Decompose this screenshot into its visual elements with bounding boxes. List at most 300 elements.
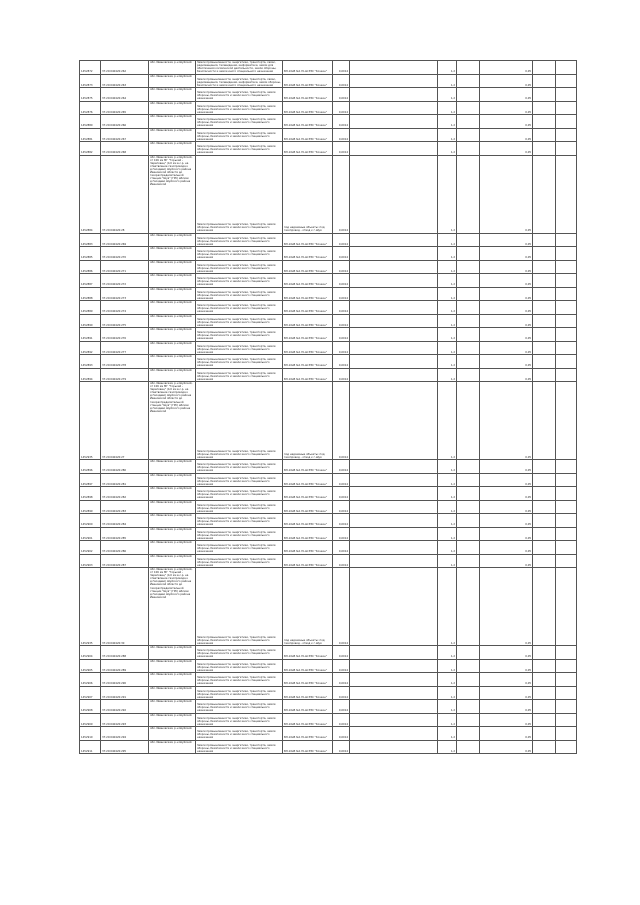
cadastral-number: 37:20:040420:268 — [101, 142, 149, 156]
cost-value: 0,05 — [480, 287, 533, 301]
cost-value: 0,05 — [480, 314, 533, 328]
blank-cell — [556, 260, 577, 274]
table-row — [80, 260, 577, 274]
blank-cell — [556, 355, 577, 369]
area-value: 0,0014 — [333, 686, 350, 700]
blank-cell — [457, 568, 480, 646]
cadastral-number: 37:20:040420:281 — [101, 473, 149, 487]
blank-cell — [457, 260, 480, 274]
cadastral-number: 37:20:040420:295 — [101, 740, 149, 754]
table-row — [80, 727, 577, 741]
blank-cell — [533, 500, 556, 514]
blank-cell — [556, 328, 577, 342]
row-id: 1452893 — [80, 355, 101, 369]
count-value: 1,2 — [438, 740, 457, 754]
area-value: 0,0014 — [333, 727, 350, 741]
count-value: 1,2 — [438, 341, 457, 355]
cadastral-number: 37:20:040420:275 — [101, 314, 149, 328]
land-category: Земли промышленности, энергетики, транспорта, связи, радиовещания, телевидения, информатики, земли обороны, безопасности и земли иного специального назначения — [196, 74, 283, 88]
area-value: 0,0014 — [333, 142, 350, 156]
cadastral-number: 37:20:040420:284 — [101, 514, 149, 528]
row-id: 1452881 — [80, 128, 101, 142]
blank-cell — [533, 473, 556, 487]
land-category: Земли промышленности, энергетики, транспорта, земли обороны, безопасности и земли иного специального назначения — [196, 355, 283, 369]
row-id: 1452889 — [80, 301, 101, 315]
address: обл. Ивановская, р-н Шуйский — [149, 473, 196, 487]
table-row — [80, 700, 577, 714]
cadastral-number: 37:20:040420:285 — [101, 527, 149, 541]
address: обл. Ивановская, р-н Шуйский — [149, 673, 196, 687]
blank-cell — [457, 128, 480, 142]
count-value: 1,2 — [438, 328, 457, 342]
area-value: 0,0014 — [333, 473, 350, 487]
blank-cell — [457, 541, 480, 555]
land-category: Земли промышленности, энергетики, транспорта, земли обороны, безопасности и земли иного специального назначения — [196, 673, 283, 687]
permitted-use: ВЛ-10кВ №1 Ю-Ш РЭС "Кочкин" — [283, 673, 333, 687]
address: обл. Ивановская, р-н Шуйский — [149, 727, 196, 741]
blank-cell — [457, 88, 480, 102]
blank-cell — [457, 673, 480, 687]
cost-value: 0,05 — [480, 355, 533, 369]
blank-cell — [457, 659, 480, 673]
cost-value: 0,05 — [480, 61, 533, 75]
blank-cell — [556, 686, 577, 700]
permitted-use: ВЛ-10кВ №1 Ю-Ш РЭС "Кочкин" — [283, 514, 333, 528]
address: обл. Ивановская, р-н Шуйский — [149, 713, 196, 727]
cadastral-number: 37:20:040420:272 — [101, 274, 149, 288]
row-id: 1452911 — [80, 740, 101, 754]
table-row — [80, 500, 577, 514]
address: обл. Ивановская, р-н Шуйский — [149, 514, 196, 528]
row-id: 1452909 — [80, 713, 101, 727]
count-value: 1,2 — [438, 74, 457, 88]
cadastral-number: 37:20:040420:28 — [101, 155, 149, 233]
cadastral-number: 37:20:040420:293 — [101, 713, 149, 727]
cost-value: 0,05 — [480, 368, 533, 382]
blank-cell — [533, 155, 556, 233]
blank-cell — [533, 355, 556, 369]
area-value: 0,0014 — [333, 713, 350, 727]
permitted-use: ВЛ-10кВ №1 Ю-Ш РЭС "Кочкин" — [283, 740, 333, 754]
cadastral-number: 37:20:040420:265 — [101, 101, 149, 115]
count-value: 1,2 — [438, 713, 457, 727]
row-id: 1452910 — [80, 727, 101, 741]
address: обл. Ивановская, р-н Шуйский — [149, 247, 196, 261]
cadastral-number: 37:20:040420:283 — [101, 500, 149, 514]
cost-value: 0,05 — [480, 554, 533, 568]
row-id: 1452898 — [80, 487, 101, 501]
permitted-use: ВЛ-10кВ №1 Ю-Ш РЭС "Кочкин" — [283, 61, 333, 75]
permitted-use: ВЛ-10кВ №1 Ю-Ш РЭС "Кочкин" — [283, 527, 333, 541]
address: обл. Ивановская, р-н Шуйский — [149, 487, 196, 501]
blank-cell — [350, 554, 438, 568]
count-value: 1,2 — [438, 88, 457, 102]
blank-cell — [457, 115, 480, 129]
address: обл. Ивановская, р-н Шуйский — [149, 88, 196, 102]
row-id: 1452880 — [80, 115, 101, 129]
blank-cell — [533, 487, 556, 501]
address: обл. Ивановская, р-н Шуйский — [149, 260, 196, 274]
area-value: 0,0014 — [333, 260, 350, 274]
cost-value: 0,05 — [480, 155, 533, 233]
land-category: Земли промышленности, энергетики, транспорта, земли обороны, безопасности и земли иного специального назначения — [196, 128, 283, 142]
blank-cell — [350, 473, 438, 487]
address: обл. Ивановская, р-н Шуйский — [149, 115, 196, 129]
cost-value: 0,05 — [480, 740, 533, 754]
land-category: Земли промышленности, энергетики, транспорта, земли обороны, безопасности и земли иного специального назначения — [196, 473, 283, 487]
blank-cell — [457, 355, 480, 369]
address: обл. Ивановская, р-н Шуйский — [149, 646, 196, 660]
address: обл. Ивановская, р-н Шуйский — [149, 541, 196, 555]
blank-cell — [556, 314, 577, 328]
blank-cell — [457, 473, 480, 487]
blank-cell — [533, 382, 556, 460]
permitted-use: ВЛ-10кВ №1 Ю-Ш РЭС "Кочкин" — [283, 686, 333, 700]
table-row — [80, 74, 577, 88]
count-value: 1,2 — [438, 541, 457, 555]
blank-cell — [457, 487, 480, 501]
blank-cell — [556, 514, 577, 528]
permitted-use: ВЛ-10кВ №1 Ю-Ш РЭС "Кочкин" — [283, 500, 333, 514]
cadastral-number: 37:20:040420:273 — [101, 287, 149, 301]
row-id: 1452903 — [80, 554, 101, 568]
land-category: Земли промышленности, энергетики, транспорта, земли обороны, безопасности и земли иного специального назначения — [196, 233, 283, 247]
land-category: Земли промышленности, энергетики, транспорта, земли обороны, безопасности и земли иного специального назначения — [196, 554, 283, 568]
cost-value: 0,05 — [480, 274, 533, 288]
cost-value: 0,05 — [480, 460, 533, 474]
blank-cell — [533, 247, 556, 261]
cadastral-number: 37:20:040420:267 — [101, 128, 149, 142]
blank-cell — [556, 382, 577, 460]
blank-cell — [556, 74, 577, 88]
count-value: 1,2 — [438, 101, 457, 115]
cadastral-number: 37:20:040420:286 — [101, 541, 149, 555]
count-value: 1,2 — [438, 700, 457, 714]
blank-cell — [457, 686, 480, 700]
area-value: 0,0014 — [333, 740, 350, 754]
blank-cell — [457, 74, 480, 88]
blank-cell — [350, 382, 438, 460]
count-value: 1,2 — [438, 554, 457, 568]
row-id: 1452888 — [80, 287, 101, 301]
count-value: 1,2 — [438, 301, 457, 315]
row-id: 1452894 — [80, 368, 101, 382]
table-row — [80, 527, 577, 541]
land-category: Земли промышленности, энергетики, транспорта, земли обороны, безопасности и земли иного специального назначения — [196, 328, 283, 342]
permitted-use: ВЛ-10кВ №1 Ю-Ш РЭС "Кочкин" — [283, 659, 333, 673]
address: обл. Ивановская, р-н Шуйский — [149, 74, 196, 88]
area-value: 0,0014 — [333, 314, 350, 328]
permitted-use: ВЛ-10кВ №1 Ю-Ш РЭС "Кочкин" — [283, 368, 333, 382]
land-category: Земли промышленности, энергетики, транспорта, земли обороны, безопасности и земли иного специального назначения — [196, 247, 283, 261]
blank-cell — [457, 713, 480, 727]
area-value: 0,0014 — [333, 541, 350, 555]
permitted-use: ВЛ-10кВ №1 Ю-Ш РЭС "Кочкин" — [283, 727, 333, 741]
blank-cell — [457, 274, 480, 288]
land-category: Земли промышленности, энергетики, транспорта, земли обороны, безопасности и земли иного специального назначения — [196, 341, 283, 355]
permitted-use: ВЛ-10кВ №1 Ю-Ш РЭС "Кочкин" — [283, 101, 333, 115]
blank-cell — [350, 74, 438, 88]
blank-cell — [533, 568, 556, 646]
land-category: Земли промышленности, энергетики, транспорта, земли обороны, безопасности и земли иного специального назначения — [196, 368, 283, 382]
table-row — [80, 328, 577, 342]
area-value: 0,0014 — [333, 88, 350, 102]
count-value: 1,2 — [438, 247, 457, 261]
address: обл. Ивановская, р-н Шуйский — [149, 527, 196, 541]
land-register-sheet — [79, 60, 560, 754]
area-value: 0,0014 — [333, 500, 350, 514]
cost-value: 0,05 — [480, 514, 533, 528]
row-id: 1452897 — [80, 473, 101, 487]
cost-value: 0,05 — [480, 382, 533, 460]
blank-cell — [556, 88, 577, 102]
blank-cell — [533, 727, 556, 741]
table-row — [80, 61, 577, 75]
row-id: 1452890 — [80, 314, 101, 328]
blank-cell — [533, 314, 556, 328]
table-row — [80, 233, 577, 247]
cadastral-number: 37:20:040420:262 — [101, 61, 149, 75]
count-value: 1,2 — [438, 287, 457, 301]
blank-cell — [533, 368, 556, 382]
blank-cell — [350, 727, 438, 741]
cadastral-number: 37:20:040420:263 — [101, 74, 149, 88]
cost-value: 0,05 — [480, 88, 533, 102]
table-row — [80, 314, 577, 328]
count-value: 1,2 — [438, 274, 457, 288]
blank-cell — [457, 301, 480, 315]
blank-cell — [457, 328, 480, 342]
land-category: Земли промышленности, энергетики, транспорта, земли обороны, безопасности и земли иного специального назначения — [196, 686, 283, 700]
blank-cell — [457, 142, 480, 156]
row-id: 1452905 — [80, 659, 101, 673]
blank-cell — [457, 727, 480, 741]
land-category: Земли промышленности, энергетики, транспорта, земли обороны, безопасности и земли иного специального назначения — [196, 260, 283, 274]
permitted-use: ВЛ-10кВ №1 Ю-Ш РЭС "Кочкин" — [283, 314, 333, 328]
blank-cell — [350, 355, 438, 369]
cadastral-number: 37:20:040420:278 — [101, 355, 149, 369]
table-row — [80, 487, 577, 501]
area-value: 0,0014 — [333, 101, 350, 115]
permitted-use: ВЛ-10кВ №1 Ю-Ш РЭС "Кочкин" — [283, 247, 333, 261]
cadastral-number: 37:20:040420:291 — [101, 686, 149, 700]
table-row — [80, 287, 577, 301]
blank-cell — [556, 460, 577, 474]
address: обл. Ивановская, р-н Шуйский — [149, 659, 196, 673]
table-row — [80, 247, 577, 261]
blank-cell — [556, 713, 577, 727]
land-category: Земли промышленности, энергетики, транспорта, земли обороны, безопасности и земли иного специального назначения — [196, 301, 283, 315]
count-value: 1,2 — [438, 233, 457, 247]
land-category: Земли промышленности, энергетики, транспорта, земли обороны, безопасности и земли иного специального назначения — [196, 740, 283, 754]
blank-cell — [556, 740, 577, 754]
table-row — [80, 274, 577, 288]
row-id: 1452875 — [80, 88, 101, 102]
count-value: 1,2 — [438, 686, 457, 700]
land-category: Земли промышленности, энергетики, транспорта, земли обороны, безопасности и земли иного специального назначения — [196, 541, 283, 555]
table-row — [80, 341, 577, 355]
cost-value: 0,05 — [480, 328, 533, 342]
blank-cell — [350, 233, 438, 247]
area-value: 0,0014 — [333, 368, 350, 382]
cadastral-number: 37:20:040420:280 — [101, 460, 149, 474]
blank-cell — [457, 700, 480, 714]
row-id: 1452885 — [80, 247, 101, 261]
area-value: 0,0014 — [333, 74, 350, 88]
blank-cell — [533, 700, 556, 714]
row-id: 1452896 — [80, 460, 101, 474]
cost-value: 0,05 — [480, 74, 533, 88]
blank-cell — [350, 646, 438, 660]
row-id: 1452906 — [80, 673, 101, 687]
count-value: 1,2 — [438, 514, 457, 528]
table-row — [80, 673, 577, 687]
blank-cell — [533, 341, 556, 355]
row-id: 1452891 — [80, 328, 101, 342]
blank-cell — [556, 700, 577, 714]
blank-cell — [556, 274, 577, 288]
cost-value: 0,05 — [480, 247, 533, 261]
area-value: 0,0014 — [333, 487, 350, 501]
blank-cell — [350, 514, 438, 528]
blank-cell — [457, 101, 480, 115]
row-id: 1452935 — [80, 382, 101, 460]
permitted-use: ВЛ-10кВ №1 Ю-Ш РЭС "Кочкин" — [283, 473, 333, 487]
land-category: Земли промышленности, энергетики, транспорта, земли обороны, безопасности и земли иного специального назначения — [196, 568, 283, 646]
permitted-use: ВЛ-10кВ №1 Ю-Ш РЭС "Кочкин" — [283, 74, 333, 88]
table-row — [80, 355, 577, 369]
blank-cell — [457, 61, 480, 75]
address: обл. Ивановская, р-н Шуйский — [149, 301, 196, 315]
permitted-use: ВЛ-10кВ №1 Ю-Ш РЭС "Кочкин" — [283, 646, 333, 660]
area-value: 0,0014 — [333, 646, 350, 660]
blank-cell — [556, 301, 577, 315]
cost-value: 0,05 — [480, 541, 533, 555]
count-value: 1,2 — [438, 314, 457, 328]
blank-cell — [533, 659, 556, 673]
cost-value: 0,05 — [480, 473, 533, 487]
address: обл. Ивановская, р-н Шуйский — [149, 328, 196, 342]
blank-cell — [457, 314, 480, 328]
blank-cell — [556, 142, 577, 156]
cost-value: 0,05 — [480, 700, 533, 714]
land-category: Земли промышленности, энергетики, транспорта, земли обороны, безопасности и земли иного специального назначения — [196, 487, 283, 501]
land-category: Земли промышленности, энергетики, транспорта, земли обороны, безопасности и земли иного специального назначения — [196, 646, 283, 660]
blank-cell — [556, 368, 577, 382]
cost-value: 0,05 — [480, 568, 533, 646]
blank-cell — [350, 61, 438, 75]
land-category: Земли промышленности, энергетики, транспорта, земли обороны, безопасности и земли иного специального назначения — [196, 274, 283, 288]
blank-cell — [350, 314, 438, 328]
blank-cell — [533, 673, 556, 687]
land-category: Земли промышленности, энергетики, транспорта, земли обороны, безопасности и земли иного специального назначения — [196, 514, 283, 528]
row-id: 1452886 — [80, 260, 101, 274]
blank-cell — [457, 514, 480, 528]
area-value: 0,0014 — [333, 233, 350, 247]
cadastral-number: 37:20:040420:290 — [101, 673, 149, 687]
cost-value: 0,05 — [480, 659, 533, 673]
count-value: 1,2 — [438, 673, 457, 687]
table-row-tall — [80, 568, 577, 646]
blank-cell — [457, 247, 480, 261]
address: обл. Ивановская, р-н Шуйский — [149, 686, 196, 700]
cadastral-number: 37:20:040420:288 — [101, 646, 149, 660]
permitted-use: ВЛ-10кВ №1 Ю-Ш РЭС "Кочкин" — [283, 287, 333, 301]
cadastral-number: 37:20:040420:30 — [101, 568, 149, 646]
cadastral-number: 37:20:040420:264 — [101, 88, 149, 102]
address: обл. Ивановская, р-н Шуйский — [149, 341, 196, 355]
count-value: 1,2 — [438, 142, 457, 156]
blank-cell — [533, 646, 556, 660]
land-category: Земли промышленности, энергетики, транспорта, земли обороны, безопасности и земли иного специального назначения — [196, 382, 283, 460]
area-value: 0,0014 — [333, 301, 350, 315]
blank-cell — [350, 155, 438, 233]
blank-cell — [533, 301, 556, 315]
blank-cell — [457, 382, 480, 460]
table-row — [80, 88, 577, 102]
cost-value: 0,05 — [480, 487, 533, 501]
blank-cell — [350, 740, 438, 754]
count-value: 1,2 — [438, 460, 457, 474]
table-row — [80, 514, 577, 528]
blank-cell — [457, 646, 480, 660]
address: обл. Ивановская, р-н Шуйский — [149, 142, 196, 156]
permitted-use: ВЛ-10кВ №1 Ю-Ш РЭС "Кочкин" — [283, 260, 333, 274]
area-value: 0,0014 — [333, 460, 350, 474]
cost-value: 0,05 — [480, 646, 533, 660]
row-id: 1452892 — [80, 341, 101, 355]
row-id: 1452900 — [80, 514, 101, 528]
permitted-use: под надземные объекты: под газопровод - отвод к г.Шуя — [283, 155, 333, 233]
cost-value: 0,05 — [480, 673, 533, 687]
table-row — [80, 686, 577, 700]
cadastral-number: 37:20:040420:287 — [101, 554, 149, 568]
blank-cell — [457, 740, 480, 754]
area-value: 0,0014 — [333, 554, 350, 568]
address: обл. Ивановская, р-н Шуйский — [149, 740, 196, 754]
cadastral-number: 37:20:040420:274 — [101, 301, 149, 315]
blank-cell — [350, 88, 438, 102]
address: обл. Ивановская, р-н Шуйский — [149, 101, 196, 115]
cost-value: 0,05 — [480, 713, 533, 727]
blank-cell — [556, 115, 577, 129]
table-row — [80, 646, 577, 660]
blank-cell — [533, 514, 556, 528]
address: обл. Ивановская, р-н Шуйский — [149, 554, 196, 568]
land-category: Земли промышленности, энергетики, транспорта, земли обороны, безопасности и земли иного специального назначения — [196, 700, 283, 714]
row-id: 1452902 — [80, 541, 101, 555]
table-row — [80, 101, 577, 115]
blank-cell — [350, 301, 438, 315]
blank-cell — [533, 274, 556, 288]
blank-cell — [556, 541, 577, 555]
table-row-tall — [80, 382, 577, 460]
cost-value: 0,05 — [480, 142, 533, 156]
blank-cell — [350, 274, 438, 288]
blank-cell — [556, 101, 577, 115]
blank-cell — [556, 247, 577, 261]
blank-cell — [533, 115, 556, 129]
permitted-use: под надземные объекты: под газопровод - отвод к г.Шуя — [283, 382, 333, 460]
table-row — [80, 541, 577, 555]
row-id: 1452901 — [80, 527, 101, 541]
cadastral-number: 37:20:040420:289 — [101, 659, 149, 673]
land-category: Земли промышленности, энергетики, транспорта, земли обороны, безопасности и земли иного специального назначения — [196, 155, 283, 233]
cadastral-number: 37:20:040420:276 — [101, 328, 149, 342]
blank-cell — [350, 487, 438, 501]
blank-cell — [556, 673, 577, 687]
blank-cell — [556, 527, 577, 541]
